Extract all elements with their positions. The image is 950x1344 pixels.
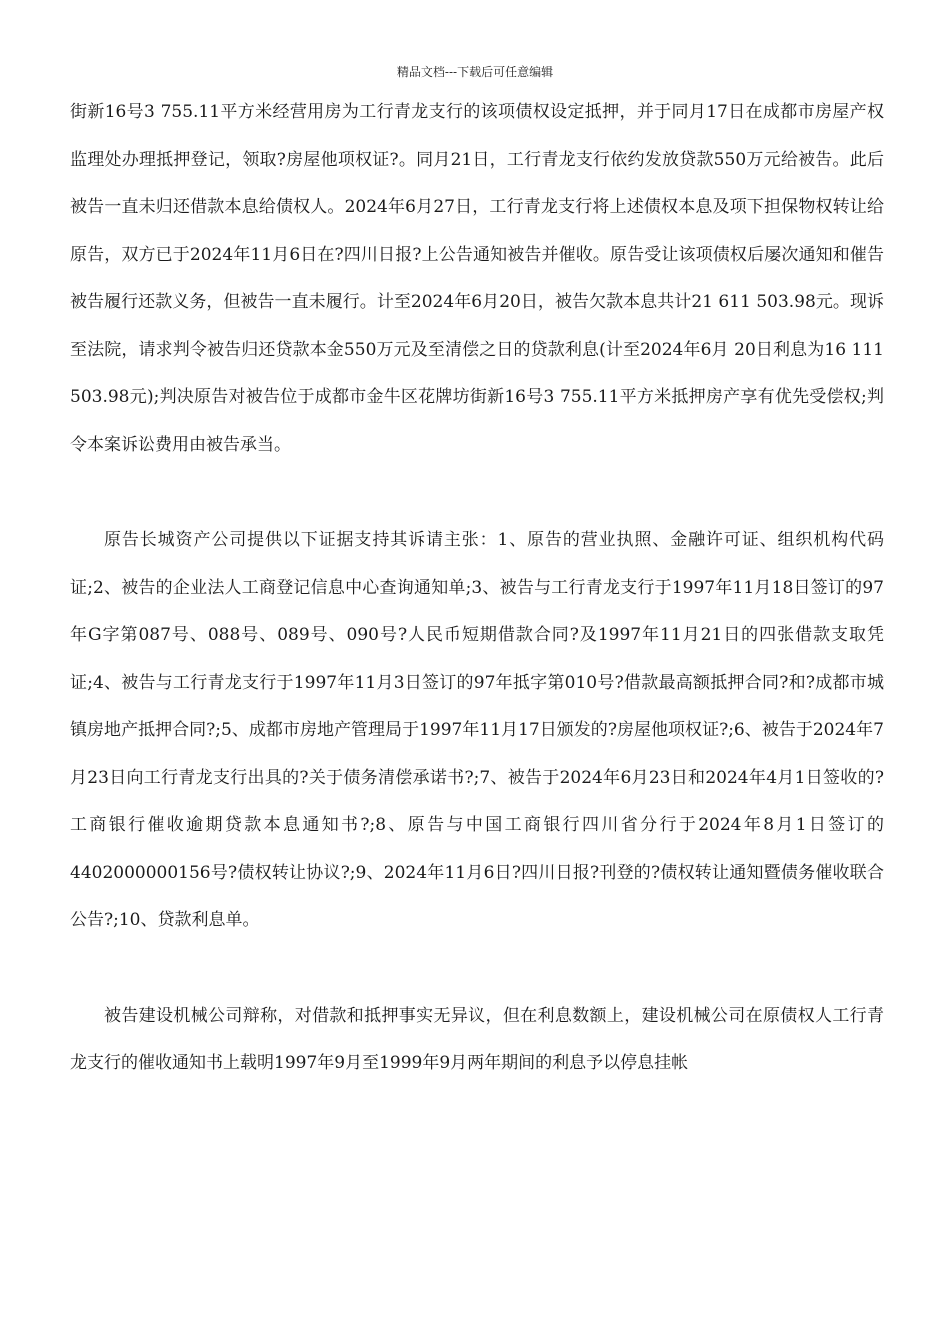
paragraph-gap [70, 469, 884, 517]
paragraph-evidence: 原告长城资产公司提供以下证据支持其诉请主张：1、原告的营业执照、金融许可证、组织机构代码证;2、被告的企业法人工商登记信息中心查询通知单;3、被告与工行青龙支行于1997年11月18日签订的97年G字第087号、088号、089号、090号?人民币短期借款合同?及1997年11月21日的四张借款支取凭证;4、被告与工行青龙支行于1997年11月3日签订的97年抵字第010号?借款最高额抵押合同?和?成都市城镇房地产抵押合同?;5、成都市房地产管理局于1997年11月17日颁发的?房屋他项权证?;6、被告于2024年7月23日向工行青龙支行出具的?关于债务清偿承诺书?;7、被告于2024年6月23日和2024年4月1日签收的?工商银行催收逾期贷款本息通知书?;8、原告与中国工商银行四川省分行于2024年8月1日签订的4402000000156号?债权转让协议?;9、2024年11月6日?四川日报?刊登的?债权转让通知暨债务催收联合公告?;10、贷款利息单。 [70, 530, 884, 930]
document-body [70, 89, 884, 1088]
paragraph-gap [70, 945, 884, 993]
page-header: 精品文档---下载后可任意编辑 [396, 65, 554, 79]
paragraph-claim: 街新16号3 755.11平方米经营用房为工行青龙支行的该项债权设定抵押，并于同月17日在成都市房屋产权监理处办理抵押登记，领取?房屋他项权证?。同月21日，工行青龙支行依约发放贷款550万元给被告。此后被告一直未归还借款本息给债权人。2024年6月27日，工行青龙支行将上述债权本息及项下担保物权转让给原告，双方已于2024年11月6日在?四川日报?上公告通知被告并催收。原告受让该项债权后屡次通知和催告被告履行还款义务，但被告一直未履行。计至2024年6月20日，被告欠款本息共计21 611 503.98元。现诉至法院，请求判令被告归还贷款本金550万元及至清偿之日的贷款利息(计至2024年6月 20日利息为16 111 503.98元);判决原告对被告位于成都市金牛区花牌坊街新16号3 755.11平方米抵押房产享有优先受偿权;判令本案诉讼费用由被告承当。 [70, 102, 884, 455]
paragraph-defense: 被告建设机械公司辩称，对借款和抵押事实无异议，但在利息数额上，建设机械公司在原债权人工行青龙支行的催收通知书上载明1997年9月至1999年9月两年期间的利息予以停息挂帐 [70, 1005, 884, 1073]
